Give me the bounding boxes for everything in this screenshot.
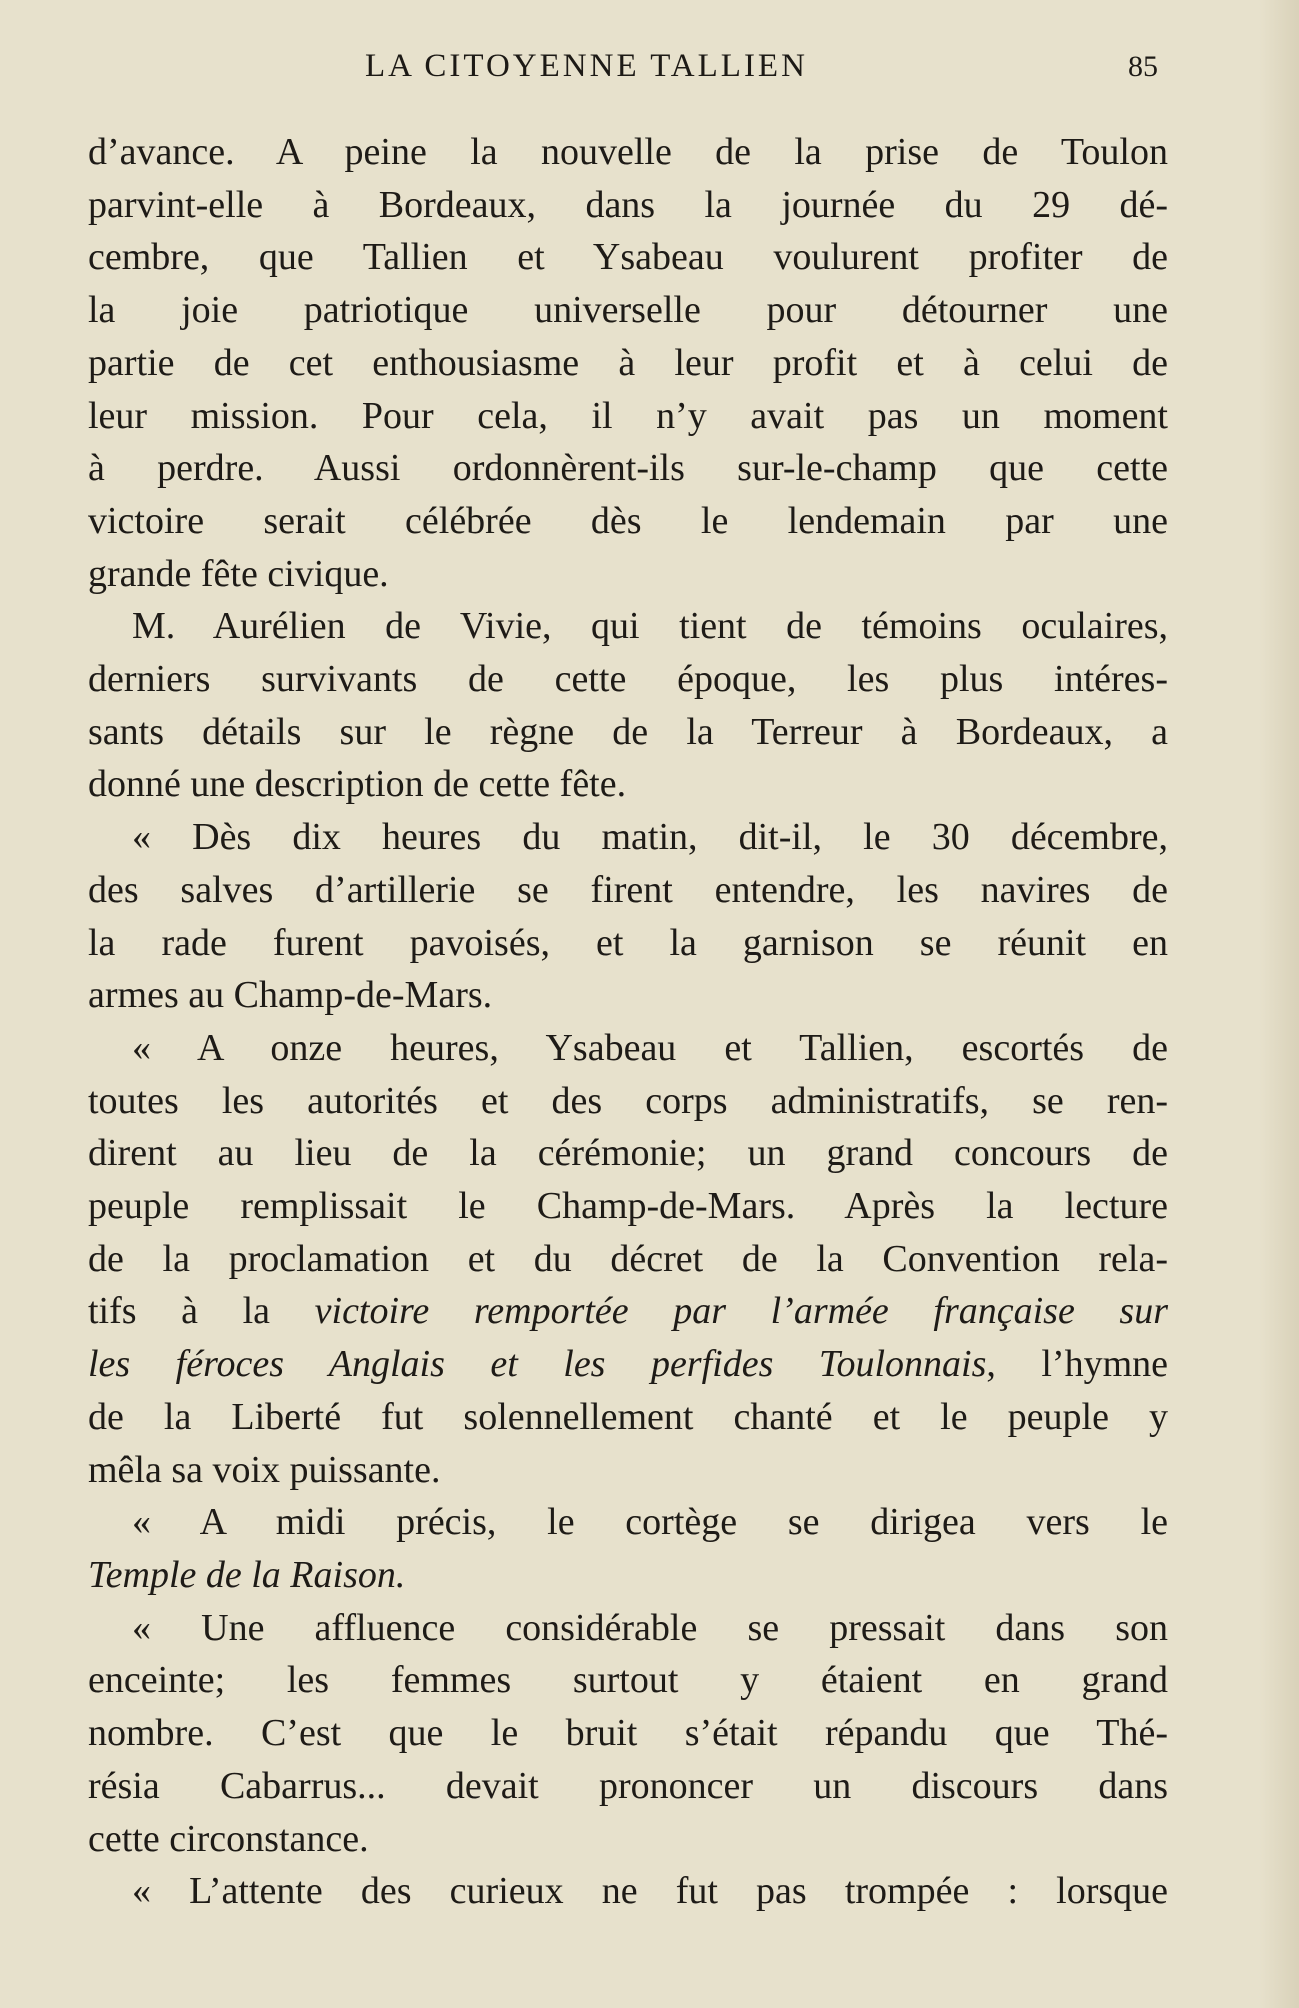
- page-edge-shadow: [1259, 0, 1299, 2008]
- text-line: sants détails sur le règne de la Terreur à Bordeaux, a: [88, 710, 1168, 753]
- text-line: toutes les autorités et des corps administratifs, se ren-: [88, 1079, 1168, 1122]
- text-line: partie de cet enthousiasme à leur profit et à celui de: [88, 341, 1168, 384]
- text-line: de la Liberté fut solennellement chanté et le peuple y: [88, 1395, 1168, 1438]
- text-line: enceinte; les femmes surtout y étaient en grand: [88, 1659, 1168, 1702]
- text-line: « Dès dix heures du matin, dit-il, le 30 décembre,: [132, 816, 1168, 859]
- paragraph-3: [88, 811, 1168, 1022]
- running-title: LA CITOYENNE TALLIEN: [365, 48, 808, 84]
- text-line: résia Cabarrus... devait prononcer un discours dans: [88, 1764, 1168, 1807]
- text-line: nombre. C’est que le bruit s’était répandu que Thé-: [88, 1712, 1168, 1755]
- paragraph-6: [88, 1602, 1168, 1866]
- text-line: donné une description de cette fête.: [88, 763, 627, 806]
- text-line: la rade furent pavoisés, et la garnison se réunit en: [88, 921, 1168, 964]
- text-line: M. Aurélien de Vivie, qui tient de témoins oculaires,: [132, 605, 1168, 648]
- text-line: cette circonstance.: [88, 1817, 369, 1860]
- text-line: « Une affluence considérable se pressait dans son: [132, 1606, 1168, 1649]
- text-segment: , l’hymne: [986, 1343, 1168, 1386]
- text-line: « A onze heures, Ysabeau et Tallien, escortés de: [132, 1026, 1168, 1069]
- text-line: armes au Champ-de-Mars.: [88, 974, 493, 1017]
- text-line: à perdre. Aussi ordonnèrent-ils sur-le-champ que cette: [88, 447, 1168, 490]
- text-line: [88, 1285, 1168, 1338]
- text-line: victoire serait célébrée dès le lendemain par une: [88, 499, 1168, 542]
- text-line: mêla sa voix puissante.: [88, 1448, 441, 1491]
- page-number: 85: [1128, 50, 1158, 83]
- paragraph-5: [88, 1496, 1168, 1601]
- paragraph-4: [88, 1022, 1168, 1496]
- body-text: [88, 126, 1168, 1918]
- text-line: grande fête civique.: [88, 552, 389, 595]
- italic-text: les féroces Anglais et les perfides Toulonnais: [88, 1343, 987, 1386]
- italic-text: Temple de la Raison.: [88, 1553, 406, 1596]
- text-line: cembre, que Tallien et Ysabeau voulurent profiter de: [88, 236, 1168, 279]
- paragraph-7: [88, 1865, 1168, 1918]
- text-line: de la proclamation et du décret de la Convention rela-: [88, 1237, 1168, 1280]
- italic-text: victoire remportée par l’armée française sur: [314, 1290, 1168, 1333]
- text-line: la joie patriotique universelle pour détourner une: [88, 289, 1168, 332]
- text-line: « A midi précis, le cortège se dirigea vers le: [132, 1501, 1168, 1544]
- page-header: [0, 48, 1299, 98]
- text-line: leur mission. Pour cela, il n’y avait pas un moment: [88, 394, 1168, 437]
- paragraph-2: [88, 600, 1168, 811]
- paragraph-1: [88, 126, 1168, 600]
- text-line: « L’attente des curieux ne fut pas trompée : lorsque: [132, 1870, 1168, 1913]
- text-segment: tifs à la: [88, 1290, 315, 1333]
- text-line: des salves d’artillerie se firent entendre, les navires de: [88, 868, 1168, 911]
- text-line: dirent au lieu de la cérémonie; un grand concours de: [88, 1132, 1168, 1175]
- text-line: d’avance. A peine la nouvelle de la prise de Toulon: [88, 131, 1168, 173]
- text-line: derniers survivants de cette époque, les plus intéres-: [88, 658, 1168, 701]
- text-line: [88, 1338, 1168, 1391]
- text-line: peuple remplissait le Champ-de-Mars. Après la lecture: [88, 1185, 1168, 1228]
- text-line: parvint-elle à Bordeaux, dans la journée du 29 dé-: [88, 183, 1168, 226]
